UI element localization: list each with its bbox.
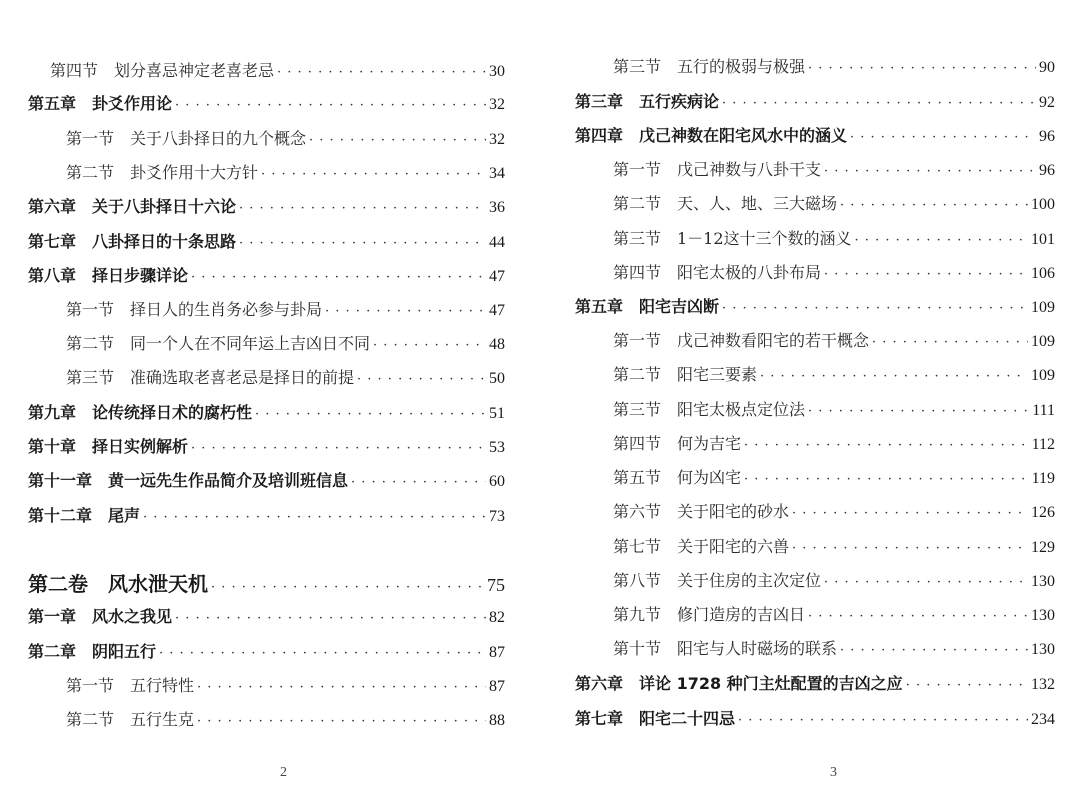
page-number: 2 xyxy=(280,765,287,780)
toc-entry-title: 第七章 八卦择日的十条思路 xyxy=(28,232,237,251)
toc-entry-page: 109 xyxy=(1031,367,1055,384)
toc-entry-section xyxy=(613,431,1055,457)
toc-entry-page: 130 xyxy=(1031,641,1055,658)
toc-entry-section xyxy=(66,331,505,357)
toc-entry-title: 第二节 天、人、地、三大磁场 xyxy=(613,194,838,213)
toc-entry-title: 第一节 五行特性 xyxy=(66,676,195,695)
toc-entry-chapter xyxy=(28,639,505,665)
toc-entry-title: 第十章 择日实例解析 xyxy=(28,437,189,456)
toc-entry-chapter xyxy=(575,89,1055,115)
toc-entry-title: 第十二章 尾声 xyxy=(28,506,141,525)
toc-entry-title: 第九节 修门造房的吉凶日 xyxy=(613,605,806,624)
dot-leader xyxy=(738,708,1028,734)
toc-entry-title: 第六章 详论 1728 种门主灶配置的吉凶之应 xyxy=(575,674,903,693)
toc-entry-chapter xyxy=(28,91,505,117)
dot-leader xyxy=(143,505,486,531)
toc-entry-title: 第六节 关于阳宅的砂水 xyxy=(613,502,790,521)
toc-entry-page: 100 xyxy=(1031,196,1055,213)
toc-entry-page: 96 xyxy=(1039,128,1055,145)
toc-entry-title: 第三节 准确选取老喜老忌是择日的前提 xyxy=(66,368,355,387)
toc-entry-chapter xyxy=(28,604,505,630)
toc-entry-title: 第八节 关于住房的主次定位 xyxy=(613,571,822,590)
dot-leader xyxy=(840,638,1028,664)
right-page xyxy=(545,0,1090,802)
toc-entry-page: 126 xyxy=(1031,504,1055,521)
toc-entry-section xyxy=(613,534,1055,560)
dot-leader xyxy=(309,128,486,154)
toc-entry-title: 第四节 划分喜忌神定老喜老忌 xyxy=(50,61,275,80)
toc-entry-section xyxy=(66,297,505,323)
toc-entry-chapter xyxy=(575,706,1055,732)
dot-leader xyxy=(373,333,486,359)
toc-entry-page: 48 xyxy=(489,336,505,353)
dot-leader xyxy=(175,606,486,632)
toc-entry-page: 32 xyxy=(489,131,505,148)
toc-entry-volume xyxy=(28,568,505,600)
toc-entry-page: 34 xyxy=(489,165,505,182)
toc-entry-chapter xyxy=(28,468,505,494)
toc-entry-page: 234 xyxy=(1031,711,1055,728)
dot-leader xyxy=(808,399,1029,425)
toc-entry-page: 92 xyxy=(1039,94,1055,111)
toc-entry-page: 130 xyxy=(1031,573,1055,590)
toc-entry-page: 50 xyxy=(489,370,505,387)
dot-leader xyxy=(191,265,486,291)
toc-entry-title: 第一章 风水之我见 xyxy=(28,607,173,626)
toc-entry-page: 82 xyxy=(489,609,505,626)
toc-entry-section xyxy=(613,260,1055,286)
toc-entry-section xyxy=(613,157,1055,183)
toc-entry-page: 119 xyxy=(1031,470,1055,487)
toc-entry-title: 第八章 择日步骤详论 xyxy=(28,266,189,285)
toc-entry-title: 第二节 同一个人在不同年运上吉凶日不同 xyxy=(66,334,371,353)
toc-entry-title: 第七节 关于阳宅的六兽 xyxy=(613,537,790,556)
toc-entry-section xyxy=(66,126,505,152)
dot-leader xyxy=(808,56,1036,82)
dot-leader xyxy=(824,159,1036,185)
dot-leader xyxy=(824,570,1028,596)
toc-entry-title: 第一节 戊己神数看阳宅的若干概念 xyxy=(613,331,870,350)
toc-entry-section xyxy=(613,191,1055,217)
toc-entry-chapter xyxy=(575,123,1055,149)
toc-entry-page: 51 xyxy=(489,405,505,422)
toc-entry-section xyxy=(613,636,1055,662)
dot-leader xyxy=(159,641,486,667)
toc-entry-title: 第一节 戊己神数与八卦干支 xyxy=(613,160,822,179)
toc-entry-title: 第一节 关于八卦择日的九个概念 xyxy=(66,129,307,148)
dot-leader xyxy=(351,470,486,496)
toc-entry-chapter xyxy=(28,194,505,220)
toc-entry-section xyxy=(613,362,1055,388)
toc-entry-section xyxy=(613,602,1055,628)
toc-entry-title: 第三节 阳宅太极点定位法 xyxy=(613,400,806,419)
dot-leader xyxy=(792,501,1028,527)
toc-entry-page: 30 xyxy=(489,63,505,80)
toc-entry-section xyxy=(613,54,1055,80)
toc-entry-page: 106 xyxy=(1031,265,1055,282)
dot-leader xyxy=(239,231,486,257)
toc-entry-section xyxy=(613,397,1055,423)
page-number: 3 xyxy=(830,765,837,780)
toc-entry-title: 第十节 阳宅与人时磁场的联系 xyxy=(613,639,838,658)
toc-entry-page: 96 xyxy=(1039,162,1055,179)
toc-entry-page: 44 xyxy=(489,234,505,251)
toc-entry-page: 132 xyxy=(1031,676,1055,693)
toc-entry-page: 87 xyxy=(489,678,505,695)
dot-leader xyxy=(175,93,486,119)
toc-entry-title: 第五章 阳宅吉凶断 xyxy=(575,297,720,316)
dot-leader xyxy=(255,402,486,428)
toc-entry-page: 130 xyxy=(1031,607,1055,624)
toc-entry-title: 第三节 1－12这十三个数的涵义 xyxy=(613,229,852,248)
dot-leader xyxy=(277,60,486,86)
toc-entry-chapter xyxy=(28,434,505,460)
toc-entry-title: 第三章 五行疾病论 xyxy=(575,92,720,111)
toc-entry-page: 111 xyxy=(1032,402,1055,419)
dot-leader xyxy=(824,262,1028,288)
dot-leader xyxy=(744,433,1029,459)
toc-entry-title: 第二节 阳宅三要素 xyxy=(613,365,758,384)
dot-leader xyxy=(197,675,486,701)
toc-entry-title: 第四章 戊己神数在阳宅风水中的涵义 xyxy=(575,126,848,145)
toc-entry-title: 第六章 关于八卦择日十六论 xyxy=(28,197,237,216)
toc-entry-title: 第五章 卦爻作用论 xyxy=(28,94,173,113)
toc-entry-page: 53 xyxy=(489,439,505,456)
toc-entry-page: 129 xyxy=(1031,539,1055,556)
toc-entry-title: 第二卷 风水泄天机 xyxy=(28,572,208,596)
toc-entry-page: 88 xyxy=(489,712,505,729)
dot-leader xyxy=(808,604,1028,630)
toc-entry-section xyxy=(66,707,505,733)
toc-entry-chapter xyxy=(28,400,505,426)
toc-entry-page: 36 xyxy=(489,199,505,216)
dot-leader xyxy=(357,367,486,393)
toc-entry-section xyxy=(613,226,1055,252)
toc-entry-chapter xyxy=(575,671,1055,697)
toc-entry-section xyxy=(613,499,1055,525)
dot-leader xyxy=(792,536,1028,562)
toc-entry-title: 第四节 何为吉宅 xyxy=(613,434,742,453)
toc-entry-chapter xyxy=(28,229,505,255)
toc-entry-section xyxy=(613,465,1055,491)
toc-entry-page: 47 xyxy=(489,268,505,285)
dot-leader xyxy=(760,364,1028,390)
toc-entry-section xyxy=(66,365,505,391)
dot-leader xyxy=(239,196,486,222)
toc-entry-title: 第二节 卦爻作用十大方针 xyxy=(66,163,259,182)
toc-entry-chapter xyxy=(575,294,1055,320)
toc-entry-page: 32 xyxy=(489,96,505,113)
dot-leader xyxy=(722,296,1028,322)
dot-leader xyxy=(197,709,486,735)
toc-entry-section xyxy=(66,673,505,699)
toc-entry-title: 第四节 阳宅太极的八卦布局 xyxy=(613,263,822,282)
toc-entry-title: 第三节 五行的极弱与极强 xyxy=(613,57,806,76)
toc-entry-page: 47 xyxy=(489,302,505,319)
toc-entry-page: 109 xyxy=(1031,299,1055,316)
toc-entry-page: 87 xyxy=(489,644,505,661)
dot-leader xyxy=(325,299,486,325)
dot-leader xyxy=(211,572,484,604)
dot-leader xyxy=(261,162,486,188)
toc-entry-page: 90 xyxy=(1039,59,1055,76)
toc-entry-title: 第七章 阳宅二十四忌 xyxy=(575,709,736,728)
dot-leader xyxy=(191,436,486,462)
toc-entry-page: 109 xyxy=(1031,333,1055,350)
dot-leader xyxy=(850,125,1036,151)
toc-entry-section xyxy=(50,58,505,84)
dot-leader xyxy=(872,330,1028,356)
toc-entry-title: 第一节 择日人的生肖务必参与卦局 xyxy=(66,300,323,319)
toc-entry-chapter xyxy=(28,503,505,529)
toc-entry-title: 第十一章 黄一远先生作品简介及培训班信息 xyxy=(28,471,349,490)
toc-entry-chapter xyxy=(28,263,505,289)
toc-entry-section xyxy=(613,328,1055,354)
toc-entry-page: 112 xyxy=(1031,436,1055,453)
toc-entry-page: 73 xyxy=(489,508,505,525)
toc-entry-page: 75 xyxy=(487,575,505,595)
toc-entry-title: 第二章 阴阳五行 xyxy=(28,642,157,661)
dot-leader xyxy=(840,193,1028,219)
dot-leader xyxy=(906,673,1028,699)
toc-entry-section xyxy=(613,568,1055,594)
dot-leader xyxy=(722,91,1036,117)
toc-entry-title: 第九章 论传统择日术的腐朽性 xyxy=(28,403,253,422)
toc-entry-page: 60 xyxy=(489,473,505,490)
dot-leader xyxy=(744,467,1029,493)
toc-entry-title: 第五节 何为凶宅 xyxy=(613,468,742,487)
toc-entry-section xyxy=(66,160,505,186)
dot-leader xyxy=(855,228,1028,254)
toc-entry-page: 101 xyxy=(1031,231,1055,248)
toc-entry-title: 第二节 五行生克 xyxy=(66,710,195,729)
